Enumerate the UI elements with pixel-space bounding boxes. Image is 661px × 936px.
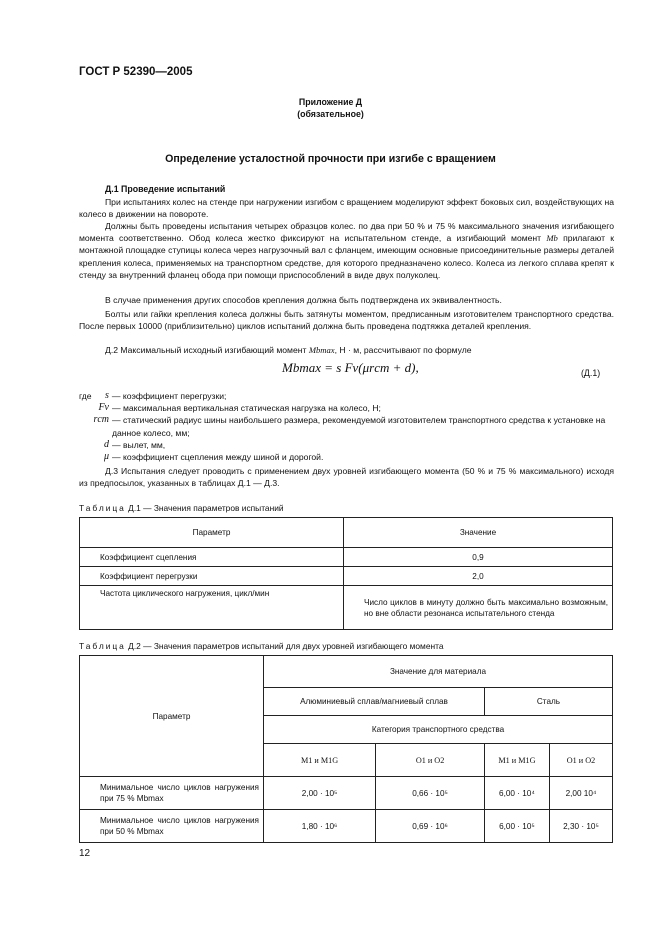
definition-text: — коэффициент перегрузки; <box>111 391 227 401</box>
table-cell: 6,00 · 10⁵ <box>484 810 549 843</box>
paragraph-1: При испытаниях колес на стенде при нагружении изгибом с вращением моделируют эффект боковых сил, воздействующих на колесо в движении на повороте. <box>79 197 614 220</box>
table-row <box>80 567 613 586</box>
table-header-cell: O1 и O2 <box>376 744 485 777</box>
table-header-cell: Сталь <box>484 688 612 716</box>
definition-symbol: d <box>104 438 109 450</box>
table-cell: 2,00 10⁴ <box>549 777 612 810</box>
table-row <box>80 586 613 630</box>
paragraph-2-start: Должны быть проведены испытания четырех образцов колес. по два при 50 % и 75 % максимального значения изгибающего момента соответственно. Обод колеса жестко фиксируют на испытательном стенде, а изгибающий момент <box>79 221 614 244</box>
table-2-caption <box>79 640 444 652</box>
definition-text: — вылет, мм, <box>112 439 166 450</box>
appendix-label: Приложение Д <box>298 97 363 107</box>
table-cell: 0,9 <box>344 548 613 567</box>
definition-row <box>79 439 614 451</box>
definition-row <box>79 451 614 463</box>
table-header-row <box>80 518 613 548</box>
table-cell: Минимальное число циклов нагружения при 50 % Mbmax <box>80 810 264 843</box>
table-header-cell: M1 и M1G <box>484 744 549 777</box>
table-header-cell: Значение <box>344 518 613 548</box>
table-cell: 0,69 · 10⁶ <box>376 810 485 843</box>
definition-symbol: rст <box>93 414 109 426</box>
paragraph-3: В случае применения других способов крепления должна быть подтверждена их эквивалентность. <box>105 295 502 305</box>
appendix-status: (обязательное) <box>297 109 364 119</box>
formula: Mbmax = s Fv(μrст + d), <box>282 360 419 375</box>
section-2-lead <box>79 344 614 356</box>
table-cell: 2,30 · 10⁵ <box>549 810 612 843</box>
table-header-row <box>80 656 613 688</box>
paragraph-4: Болты или гайки крепления колеса должны быть затянуты моментом, предписанным изготовителем транспортного средства. После первых 10000 (приблизительно) циклов испытаний должна быть проведена подтяжка деталей крепления. <box>79 309 614 332</box>
table-cell: Коэффициент перегрузки <box>80 567 344 586</box>
table-header-cell: O1 и O2 <box>549 744 612 777</box>
appendix-heading <box>0 96 661 120</box>
standard-number: ГОСТ Р 52390—2005 <box>79 66 193 78</box>
table-header-cell: M1 и M1G <box>264 744 376 777</box>
where-word: где <box>79 391 92 401</box>
paragraph-2-end: прилагают к монтажной площадке ступицы колеса через нагрузочный вал с фланцем, имеющим основные присоединительные размеры деталей крепления колеса, применяемых на транспортном средстве, для которого предназначено колесо. Колеса из легкого сплава крепят к стенду за внутренний фланец обода при помощи приспособлений в виде двух полуколец. <box>79 233 615 280</box>
table-header-cell: Параметр <box>80 518 344 548</box>
definition-text: — статический радиус шины наибольшего размера, рекомендуемой изготовителем транспортного средства к установке на данное колесо, мм; <box>112 415 606 438</box>
table-cell: 6,00 · 10⁴ <box>484 777 549 810</box>
table-cell: 2,0 <box>344 567 613 586</box>
section-heading: Д.1 Проведение испытаний <box>105 184 226 194</box>
table-1-caption <box>79 502 284 514</box>
definition-row <box>79 402 614 414</box>
document-title: Определение усталостной прочности при изгибе с вращением <box>165 153 496 165</box>
table-header-cell: Алюминиевый сплав/магниевый сплав <box>264 688 485 716</box>
definition-symbol: s <box>105 390 109 401</box>
table-cell: Минимальное число циклов нагружения при 75 % Mbmax <box>80 777 264 810</box>
moment-symbol: Mb <box>546 233 558 244</box>
table-cell: Частота циклического нагружения, цикл/мин <box>80 586 344 630</box>
table-1 <box>79 517 613 630</box>
table-header-cell: Параметр <box>80 656 264 777</box>
section-2-lead-text: Д.2 Максимальный исходный изгибающий момент <box>105 345 307 355</box>
definitions-list <box>79 390 614 463</box>
table-row <box>80 548 613 567</box>
section-2-lead-tail: , Н · м, рассчитывают по формуле <box>334 345 472 355</box>
table-1-caption-word: Таблица <box>79 503 126 513</box>
table-cell: 2,00 · 10⁵ <box>264 777 376 810</box>
table-2 <box>79 655 613 843</box>
table-cell: 0,66 · 10⁵ <box>376 777 485 810</box>
paragraph-2 <box>79 220 614 281</box>
table-cell: Число циклов в минуту должно быть максимально возможным, но вне области резонанса испытательного стенда <box>344 586 613 630</box>
table-row <box>80 777 613 810</box>
definition-row <box>79 390 614 402</box>
table-1-caption-text: Д.1 — Значения параметров испытаний <box>128 503 284 513</box>
definition-symbol: μ <box>103 451 109 463</box>
table-2-caption-text: Д.2 — Значения параметров испытаний для двух уровней изгибающего момента <box>128 641 444 651</box>
page-number: 12 <box>79 848 91 859</box>
definition-symbol: Fv <box>98 402 109 414</box>
definition-text: — максимальная вертикальная статическая нагрузка на колесо, Н; <box>112 403 381 414</box>
formula-number: (Д.1) <box>581 368 601 378</box>
table-header-cell: Категория транспортного средства <box>264 716 613 744</box>
table-cell: Коэффициент сцепления <box>80 548 344 567</box>
definition-text: — коэффициент сцепления между шиной и дорогой. <box>112 452 324 463</box>
table-cell: 1,80 · 10⁶ <box>264 810 376 843</box>
table-2-caption-word: Таблица <box>79 641 126 651</box>
section-3-text: Д.3 Испытания следует проводить с применением двух уровней изгибающего момента (50 % и 75 % максимального) исходя из предпосылок, указанных в таблицах Д.1 — Д.3. <box>79 466 614 489</box>
table-header-cell: Значение для материала <box>264 656 613 688</box>
table-row <box>80 810 613 843</box>
definition-row <box>79 414 614 438</box>
mbmax-symbol: Mbmax <box>308 345 335 355</box>
